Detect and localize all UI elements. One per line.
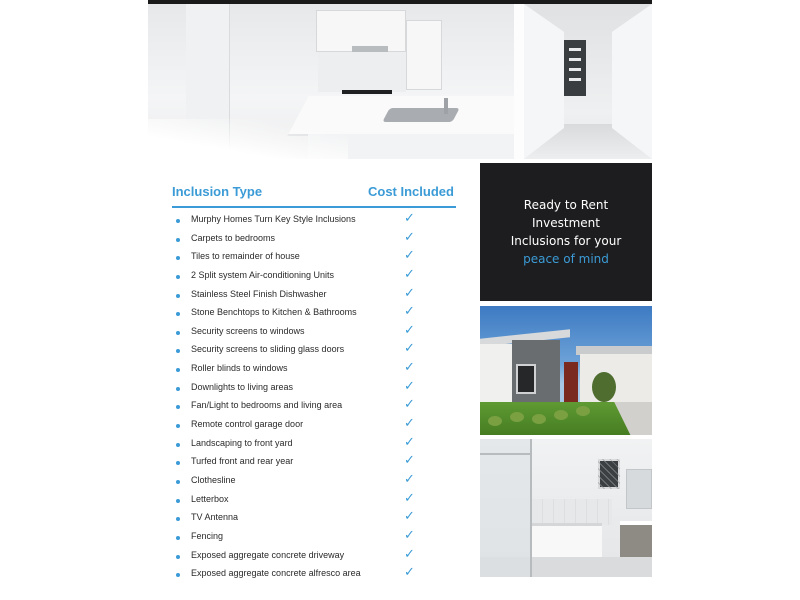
inclusion-label: Fencing bbox=[191, 530, 224, 541]
promo-line-4: peace of mind bbox=[523, 252, 609, 266]
bullet-icon bbox=[176, 219, 180, 223]
kitchen-hallway-photo bbox=[148, 4, 652, 159]
list-item bbox=[172, 548, 456, 567]
header-cost-included: Cost Included bbox=[368, 184, 454, 199]
inclusion-label: TV Antenna bbox=[191, 512, 239, 523]
bullet-icon bbox=[176, 424, 180, 428]
inclusion-label: Security screens to windows bbox=[191, 325, 305, 336]
list-item bbox=[172, 324, 456, 343]
bathroom-photo bbox=[480, 439, 652, 577]
checkmark-icon: ✓ bbox=[404, 416, 415, 432]
list-item bbox=[172, 510, 456, 529]
checkmark-icon: ✓ bbox=[404, 266, 415, 282]
inclusion-label: 2 Split system Air-conditioning Units bbox=[191, 269, 335, 280]
list-item bbox=[172, 454, 456, 473]
checkmark-icon: ✓ bbox=[404, 453, 415, 469]
inclusion-label: Letterbox bbox=[191, 493, 229, 504]
checkmark-icon: ✓ bbox=[404, 285, 415, 301]
bullet-icon bbox=[176, 275, 180, 279]
checkmark-icon: ✓ bbox=[404, 434, 415, 450]
list-item bbox=[172, 380, 456, 399]
bullet-icon bbox=[176, 294, 180, 298]
bullet-icon bbox=[176, 461, 180, 465]
list-item bbox=[172, 212, 456, 231]
checkmark-icon: ✓ bbox=[404, 397, 415, 413]
bullet-icon bbox=[176, 387, 180, 391]
inclusion-label: Exposed aggregate concrete alfresco area bbox=[191, 568, 361, 579]
checkmark-icon: ✓ bbox=[404, 378, 415, 394]
list-item bbox=[172, 492, 456, 511]
checkmark-icon: ✓ bbox=[404, 471, 415, 487]
promo-line-1: Ready to Rent bbox=[523, 198, 609, 212]
list-item bbox=[172, 249, 456, 268]
inclusion-label: Exposed aggregate concrete driveway bbox=[191, 549, 345, 560]
inclusion-label: Stainless Steel Finish Dishwasher bbox=[191, 288, 327, 299]
inclusion-label: Roller blinds to windows bbox=[191, 363, 288, 374]
bullet-icon bbox=[176, 405, 180, 409]
list-item bbox=[172, 342, 456, 361]
list-item bbox=[172, 417, 456, 436]
checkmark-icon: ✓ bbox=[404, 304, 415, 320]
list-item bbox=[172, 287, 456, 306]
bullet-icon bbox=[176, 517, 180, 521]
checkmark-icon: ✓ bbox=[404, 322, 415, 338]
inclusion-label: Remote control garage door bbox=[191, 419, 304, 430]
list-item bbox=[172, 305, 456, 324]
inclusion-label: Stone Benchtops to Kitchen & Bathrooms bbox=[191, 307, 357, 318]
bullet-icon bbox=[176, 499, 180, 503]
list-item bbox=[172, 436, 456, 455]
bullet-icon bbox=[176, 256, 180, 260]
bullet-icon bbox=[176, 555, 180, 559]
inclusion-label: Security screens to sliding glass doors bbox=[191, 344, 345, 355]
bullet-icon bbox=[176, 349, 180, 353]
promo-line-2: Investment bbox=[532, 216, 600, 230]
header-inclusion-type: Inclusion Type bbox=[172, 184, 263, 199]
inclusion-label: Murphy Homes Turn Key Style Inclusions bbox=[191, 214, 356, 224]
inclusion-list bbox=[172, 212, 456, 585]
checkmark-icon: ✓ bbox=[404, 229, 415, 245]
checkmark-icon: ✓ bbox=[404, 527, 415, 543]
checkmark-icon: ✓ bbox=[404, 509, 415, 525]
list-item bbox=[172, 566, 456, 585]
inclusion-table-header bbox=[172, 182, 456, 208]
list-item bbox=[172, 361, 456, 380]
house-exterior-photo bbox=[480, 306, 652, 435]
inclusion-label: Landscaping to front yard bbox=[191, 437, 293, 448]
list-item bbox=[172, 529, 456, 548]
inclusion-label: Clothesline bbox=[191, 474, 236, 485]
checkmark-icon: ✓ bbox=[404, 546, 415, 562]
inclusion-label: Fan/Light to bedrooms and living area bbox=[191, 400, 343, 411]
checkmark-icon: ✓ bbox=[404, 490, 415, 506]
bullet-icon bbox=[176, 443, 180, 447]
list-item bbox=[172, 473, 456, 492]
inclusion-label: Downlights to living areas bbox=[191, 381, 294, 392]
promo-box bbox=[480, 163, 652, 301]
inclusion-label: Carpets to bedrooms bbox=[191, 232, 276, 243]
checkmark-icon: ✓ bbox=[404, 565, 415, 581]
list-item bbox=[172, 398, 456, 417]
promo-line-3: Inclusions for your bbox=[510, 234, 622, 248]
bullet-icon bbox=[176, 238, 180, 242]
checkmark-icon: ✓ bbox=[404, 360, 415, 376]
bullet-icon bbox=[176, 480, 180, 484]
bullet-icon bbox=[176, 536, 180, 540]
bullet-icon bbox=[176, 312, 180, 316]
checkmark-icon: ✓ bbox=[404, 248, 415, 264]
list-item bbox=[172, 268, 456, 287]
bullet-icon bbox=[176, 331, 180, 335]
checkmark-icon: ✓ bbox=[404, 211, 415, 226]
inclusion-label: Turfed front and rear year bbox=[191, 456, 294, 467]
bullet-icon bbox=[176, 573, 180, 577]
list-item bbox=[172, 231, 456, 250]
bullet-icon bbox=[176, 368, 180, 372]
inclusion-label: Tiles to remainder of house bbox=[191, 251, 300, 262]
checkmark-icon: ✓ bbox=[404, 341, 415, 357]
